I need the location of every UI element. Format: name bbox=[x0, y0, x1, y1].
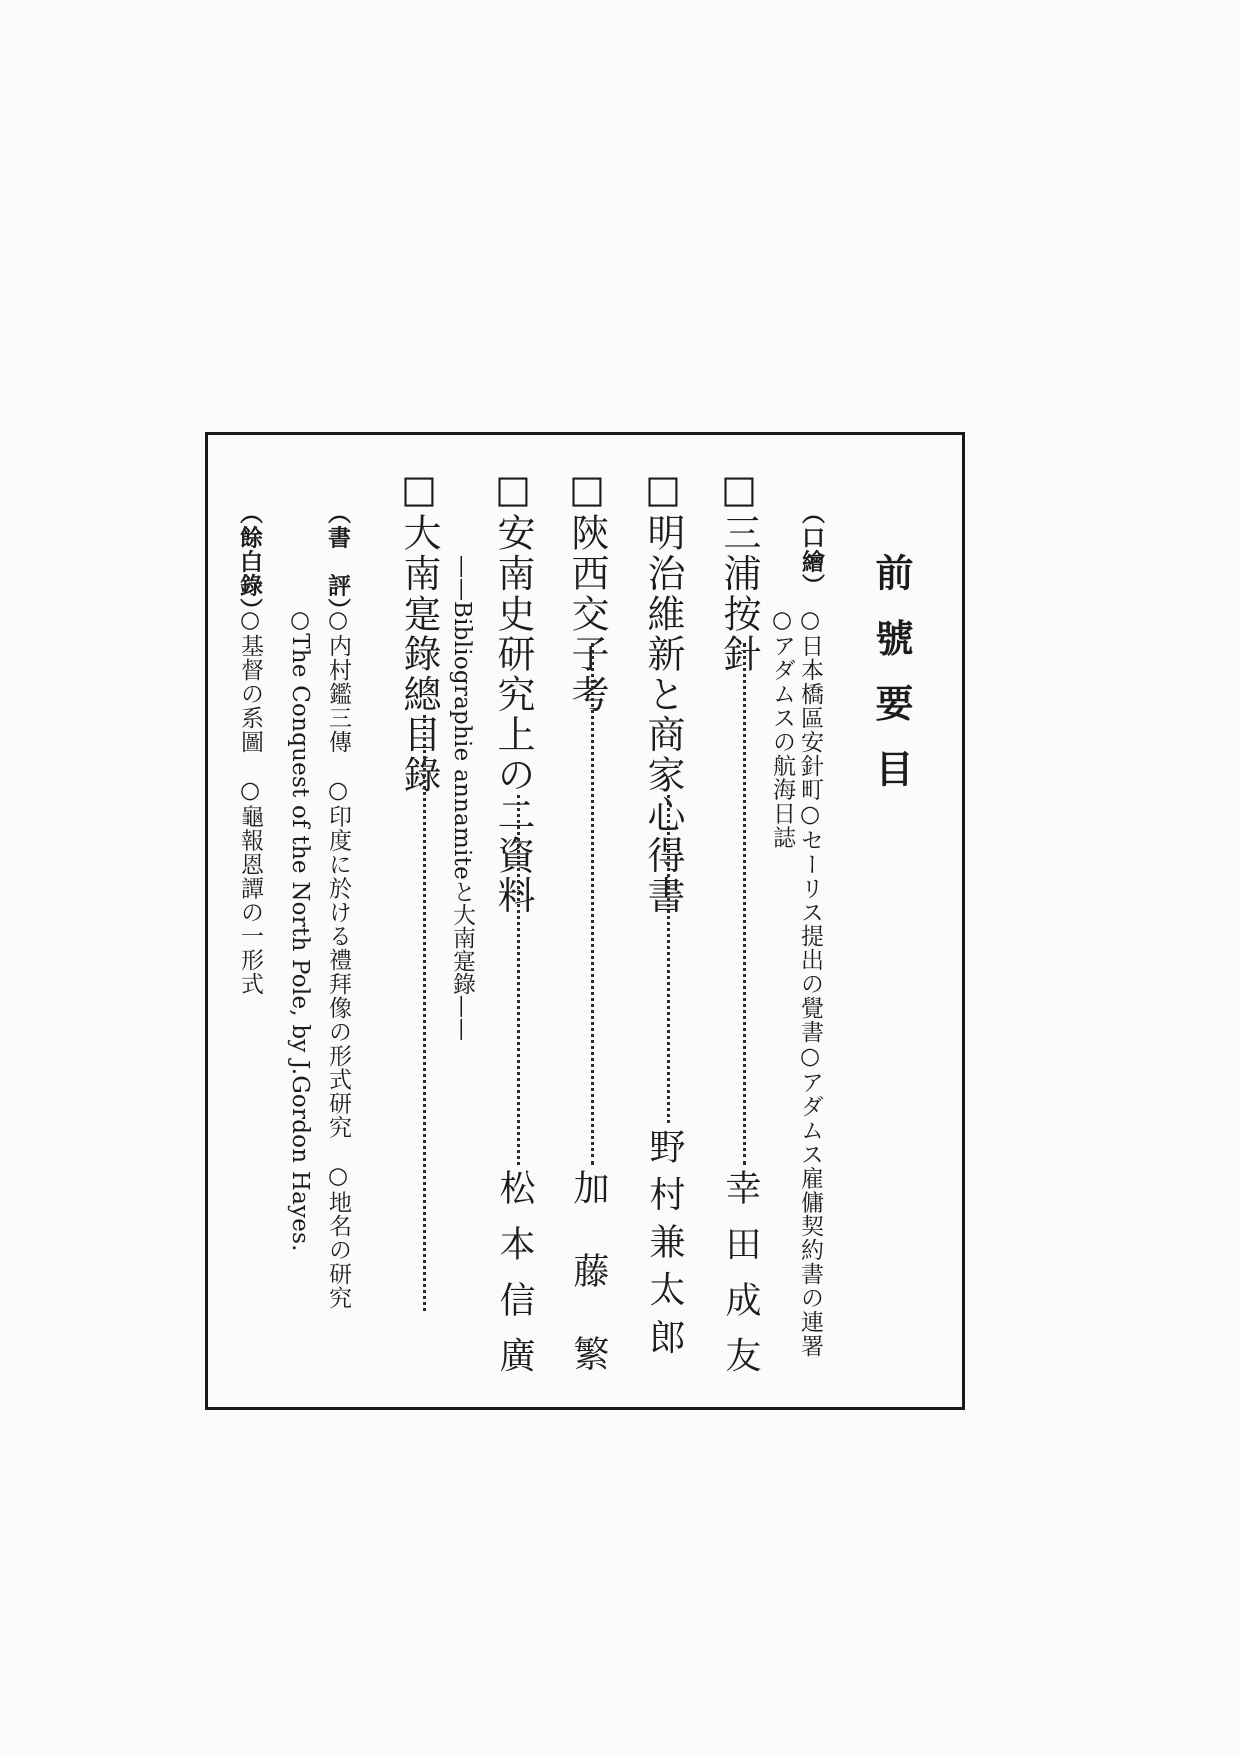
article-title: □大南寔錄總目錄 bbox=[397, 467, 441, 796]
miscellany-line-1: ○基督の系圖 ○龜報恩譚の一形式 bbox=[237, 607, 263, 996]
leader-dots bbox=[517, 795, 520, 1165]
article-title: □三浦按針 bbox=[717, 467, 761, 675]
subtitle-dash: —— bbox=[449, 555, 475, 601]
article-author: 松本信廣 bbox=[494, 1169, 535, 1393]
page-title: 前號要目 bbox=[869, 553, 914, 815]
table-of-contents-frame bbox=[205, 432, 965, 1418]
frontispiece-label: （口繪） bbox=[798, 501, 825, 598]
frontispiece-line-1: ○日本橋區安針町○セーリス提出の覺書○アダムス雇傭契約書の連署 bbox=[797, 607, 823, 1358]
subtitle-latin: Bibliographie annamite bbox=[449, 601, 475, 880]
article-author: 幸田成友 bbox=[720, 1169, 761, 1393]
frontispiece-line-2: ○アダムスの航海日誌 bbox=[769, 607, 795, 850]
reviews-line-2: ○The Conquest of the North Pole, by J.Gordon Hayes. bbox=[287, 607, 313, 1252]
article-title: □明治維新と商家心得書 bbox=[641, 467, 685, 917]
leader-dots bbox=[423, 715, 426, 1311]
reviews-line-1: ○内村鑑三傳 ○印度に於ける禮拜像の形式研究 ○地名の研究 bbox=[325, 607, 351, 1310]
article-author: 野村兼太郎 bbox=[644, 1128, 685, 1366]
article-author: 加藤繁 bbox=[568, 1169, 609, 1418]
subtitle-japanese: と大南寔錄—— bbox=[449, 879, 475, 1041]
article-title: □安南史研究上の二資料 bbox=[491, 467, 535, 917]
article-title: □陝西交子考 bbox=[565, 467, 609, 715]
leader-dots bbox=[743, 643, 746, 1165]
article-subtitle bbox=[450, 555, 473, 1041]
leader-dots bbox=[667, 795, 670, 1123]
leader-dots bbox=[591, 643, 594, 1165]
reviews-label: （書 評） bbox=[324, 501, 351, 622]
miscellany-label: （餘白錄） bbox=[236, 501, 263, 622]
